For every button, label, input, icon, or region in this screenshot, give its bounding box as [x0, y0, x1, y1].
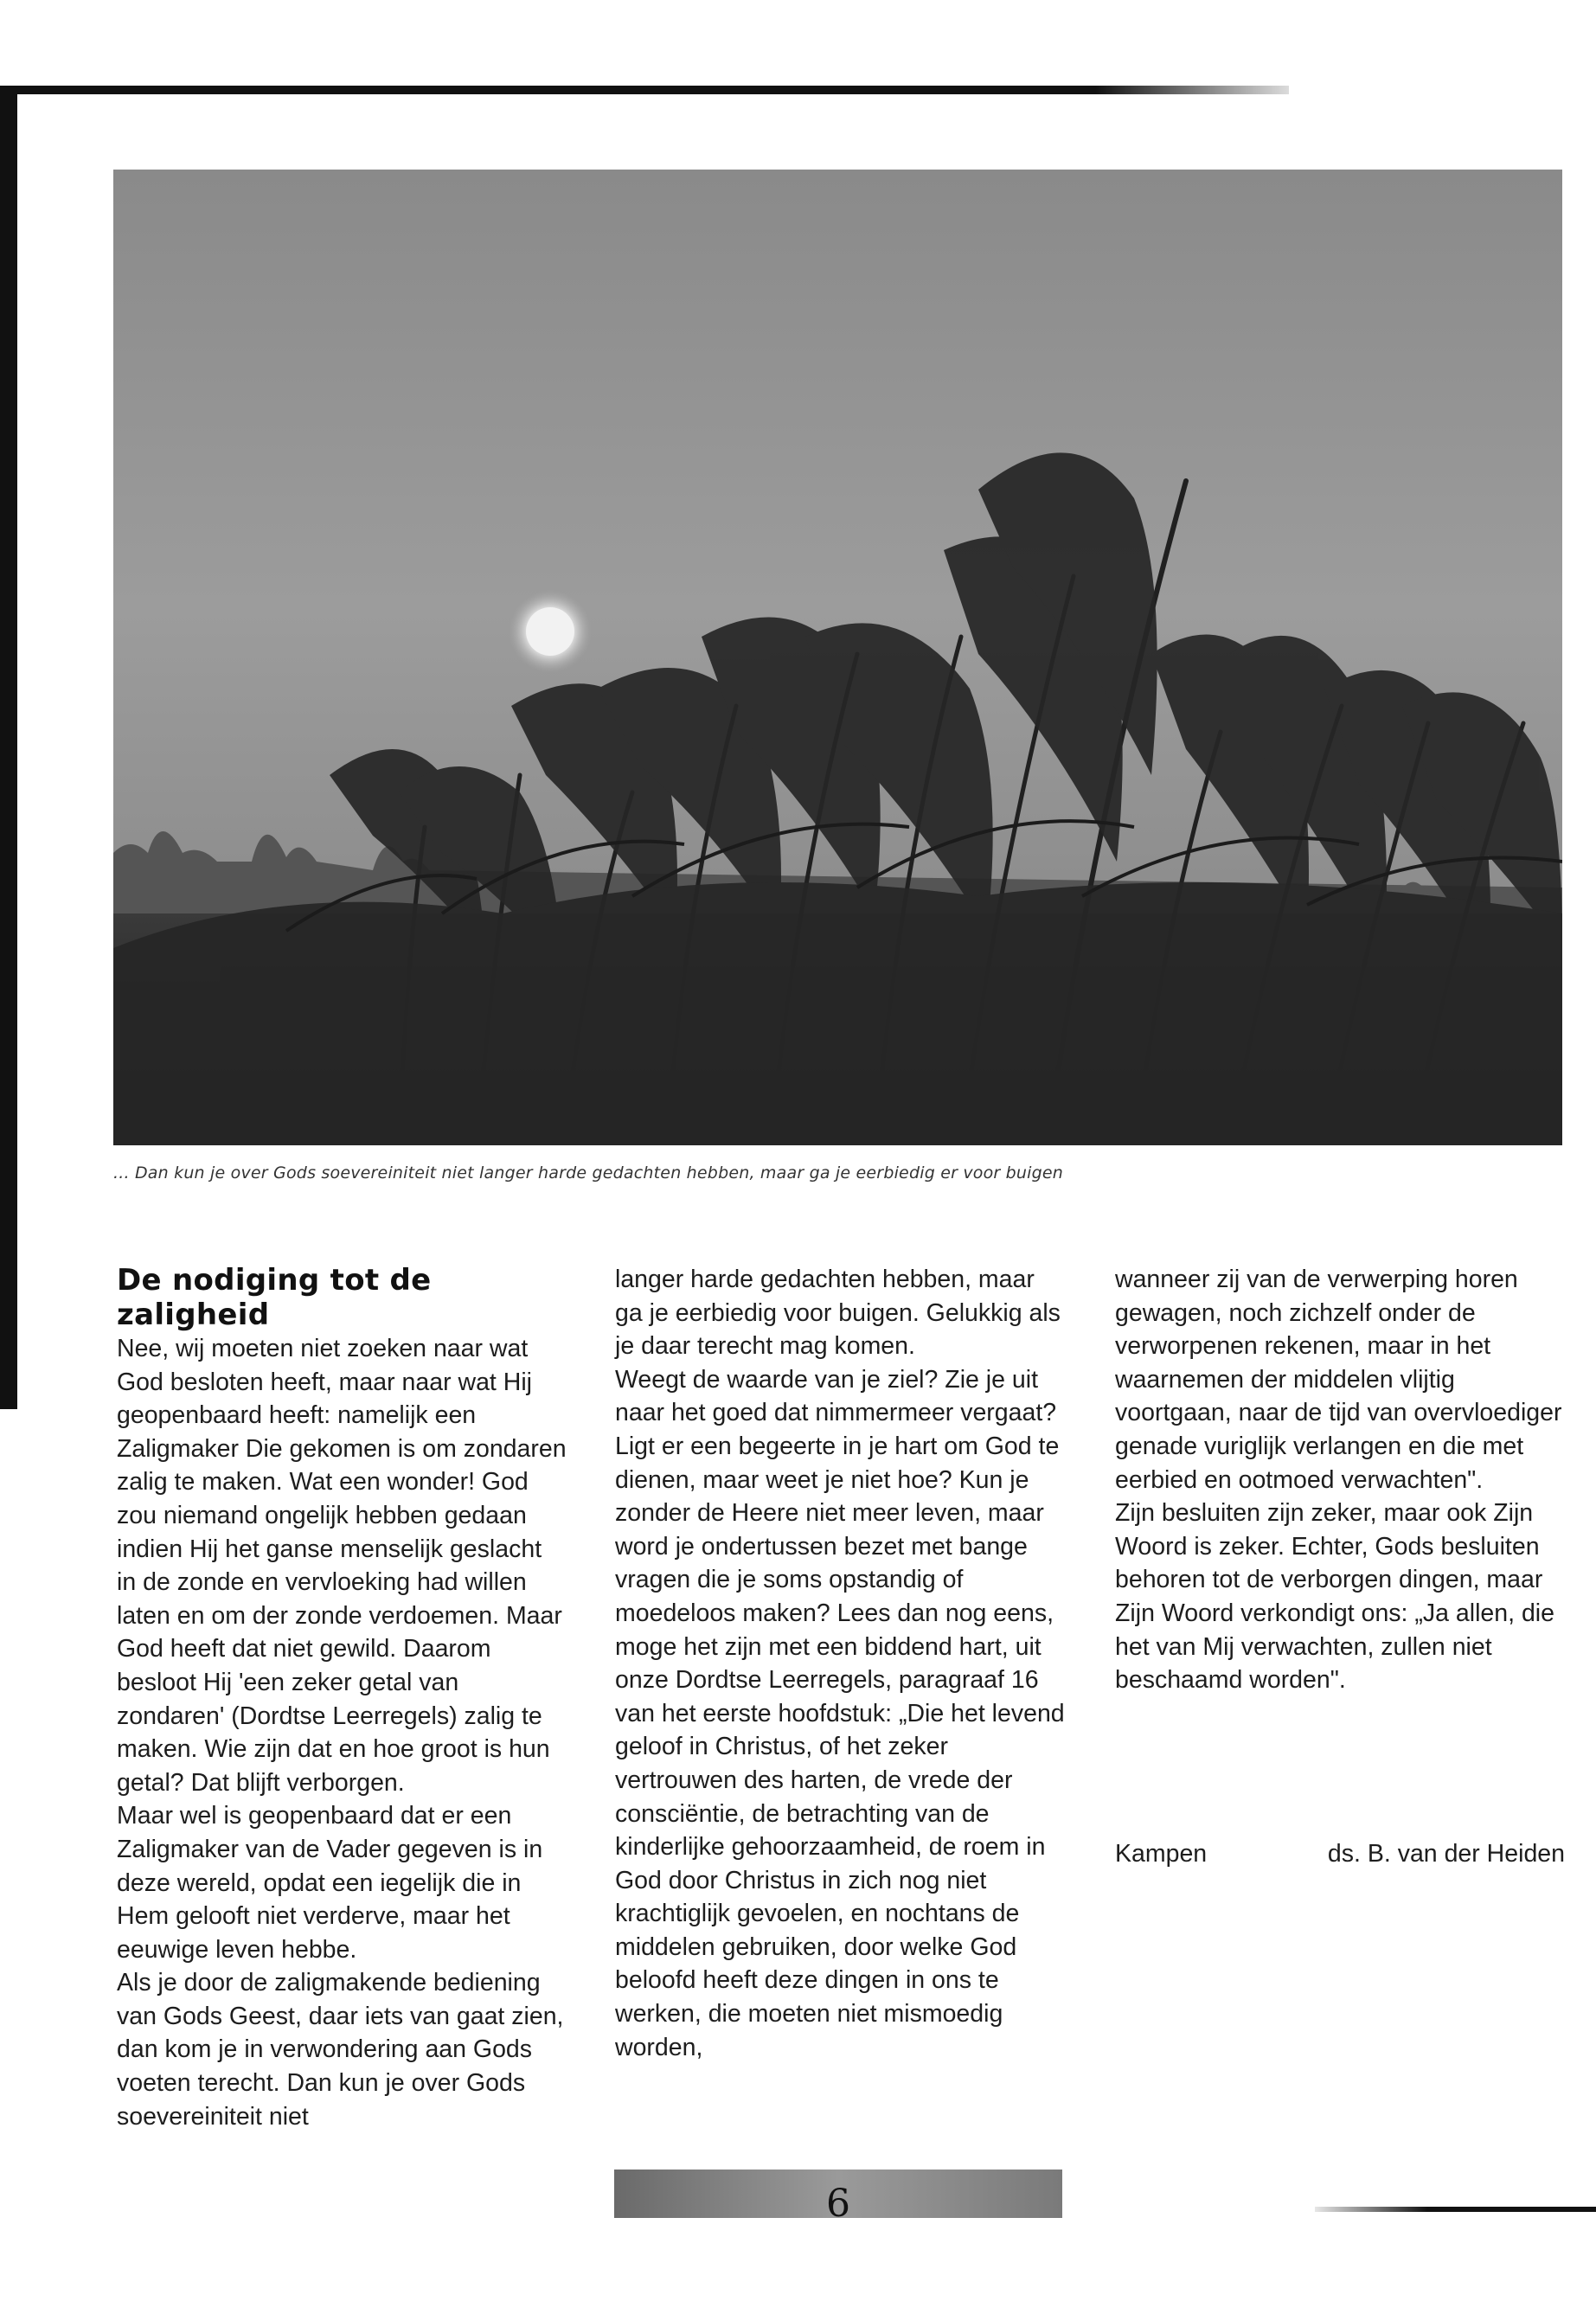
- paragraph: langer harde gedachten hebben, maar ga je eerbiedig voor buigen. Gelukkig als je daar terecht mag komen.: [615, 1266, 1061, 1361]
- photo-caption: ... Dan kun je over Gods soevereiniteit niet langer harde gedachten hebben, maar ga je eerbiedig er voor buigen: [113, 1163, 1064, 1183]
- page-number-tab: [614, 2170, 1062, 2218]
- paragraph: wanneer zij van de verwerping horen gewagen, noch zichzelf onder de verworpenen rekenen, maar in het waarnemen der middelen vlijtig voortgaan, naar de tijd van overvloediger genade vuriglijk verlangen en die met eerbied en ootmoed verwachten".: [1115, 1266, 1562, 1494]
- reed-photo: [113, 170, 1562, 1145]
- article-heading: De nodiging tot de zaligheid: [117, 1263, 432, 1332]
- bottom-rule: [1315, 2207, 1596, 2212]
- place: Kampen: [1115, 1840, 1208, 1868]
- article-column-2: [615, 1263, 1065, 2064]
- author: ds. B. van der Heiden: [1327, 1840, 1565, 1868]
- paragraph: Nee, wij moeten niet zoeken naar wat God besloten heeft, maar naar wat Hij geopenbaard heeft: namelijk een Zaligmaker Die gekomen is om zondaren zalig te maken. Wat een wonder! God zou niemand ongelijk hebben gedaan indien Hij het ganse menselijk geslacht in de zonde en vervloeking had willen laten en om der zonde verdoemen. Maar God heeft dat niet gewild. Daarom besloot Hij 'een zeker getal van zondaren' (Dordtse Leerregels) zalig te maken. Wie zijn dat en hoe groot is hun getal? Dat blijft verborgen.: [117, 1335, 567, 1797]
- article-signature: [1115, 1837, 1565, 1870]
- article-column-3: [1115, 1263, 1565, 1697]
- page-number: 6: [826, 2182, 850, 2218]
- paragraph: Als je door de zaligmakende bediening van Gods Geest, daar iets van gaat zien, dan kom je in verwondering aan Gods voeten terecht. Dan kun je over Gods soevereiniteit niet: [117, 1969, 564, 2131]
- paragraph: Maar wel is geopenbaard dat er een Zaligmaker van de Vader gegeven is in deze wereld, opdat een iegelijk die in Hem gelooft niet verderve, maar het eeuwige leven hebbe.: [117, 1802, 543, 1964]
- paragraph: Weegt de waarde van je ziel? Zie je uit naar het goed dat nimmermeer vergaat? Ligt er een begeerte in je hart om God te dienen, maar weet je niet hoe? Kun je zonder de Heere niet meer leven, maar word je ondertussen bezet met bange vragen die je soms opstandig of moedeloos maken? Lees dan nog eens, moge het zijn met een biddend hart, uit onze Dordtse Leerregels, paragraaf 16 van het eerste hoofdstuk: „Die het levend geloof in Christus, of het zeker vertrouwen des harten, de vrede der consciëntie, de betrachting van de kinderlijke gehoorzaamheid, de roem in God door Christus in zich nog niet krachtiglijk gevoelen, en nochtans de middelen gebruiken, door welke God beloofd heeft deze dingen in ons te werken, die moeten niet mismoedig worden,: [615, 1365, 1065, 2061]
- article-column-1: [117, 1263, 567, 2133]
- left-page-edge: [0, 86, 17, 1409]
- top-border-bar: [0, 86, 1289, 94]
- paragraph: Zijn besluiten zijn zeker, maar ook Zijn Woord is zeker. Echter, Gods besluiten behoren tot de verborgen dingen, maar Zijn Woord verkondigt ons: „Ja allen, die het van Mij verwachten, zullen niet beschaamd worden".: [1115, 1499, 1554, 1695]
